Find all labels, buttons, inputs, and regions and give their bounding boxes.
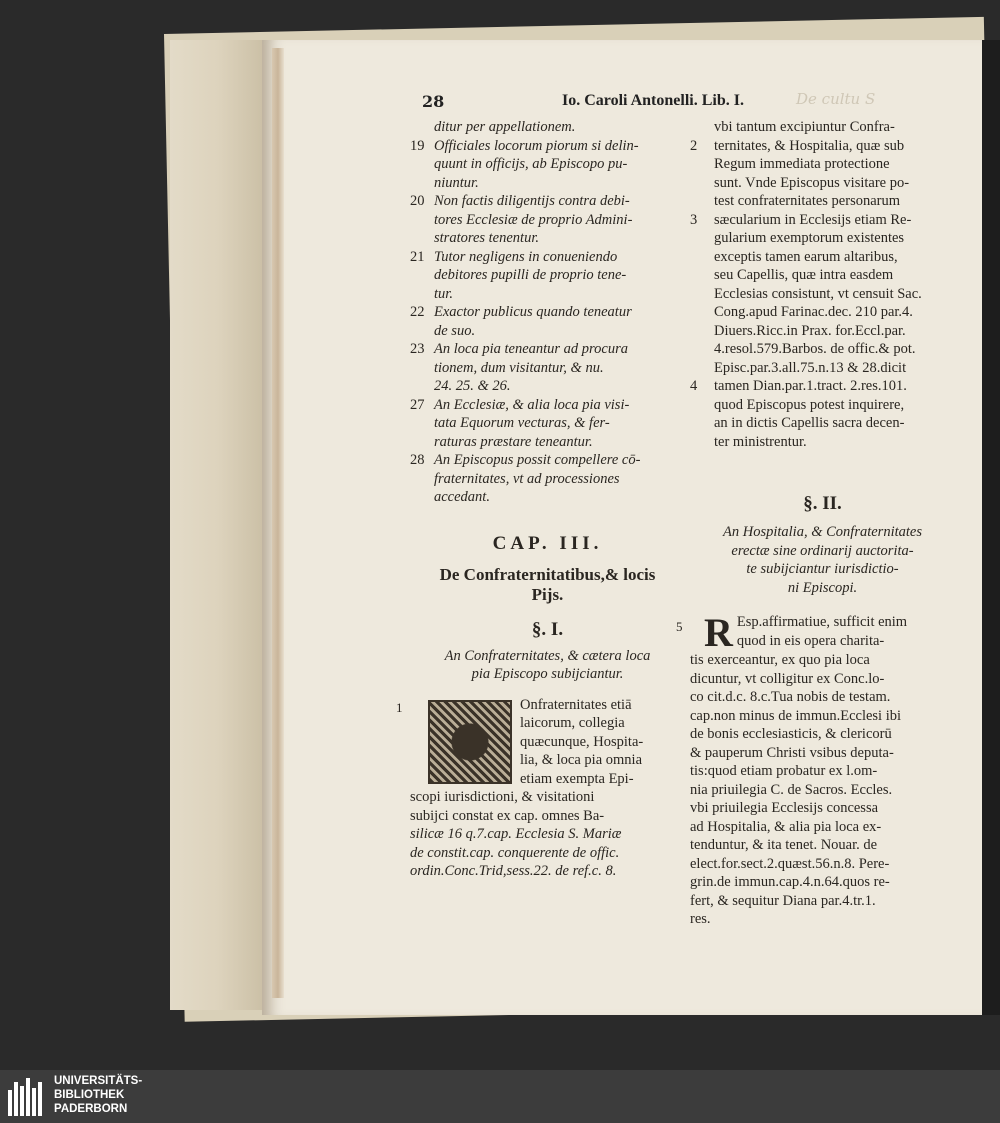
text-line [410,285,685,304]
line-text: An Ecclesiæ, & alia loca pia visi- [434,396,630,413]
chapter-subtitle-line: De Confraternitatibus,& locis [439,564,656,584]
text-line [410,359,685,378]
line-text: 4.resol.579.Barbos. de offic.& pot. [714,341,916,357]
library-name-line: UNIVERSITÄTS- [54,1075,143,1087]
drop-cap-r: R [704,610,733,655]
line-text: laicorum, collegia [520,715,625,731]
line-text: tamen Dian.par.1.tract. 2.res.101. [714,378,907,394]
chapter-title: CAP. III. [492,532,603,554]
line-text: erectæ sine ordinarij auctorita- [731,542,914,559]
line-text: tis:quod etiam probatur ex l.om- [690,763,878,779]
line-text: Regum immediata protectione [714,156,890,172]
text-line [690,651,955,670]
bleed-through-text: De cultu S [796,90,876,108]
text-line [690,873,955,892]
line-text: ad Hospitalia, & alia pia loca ex- [690,818,882,835]
text-line [410,433,685,452]
text-line [410,414,685,433]
line-text: tionem, dum visitantur, & nu. [434,359,604,376]
line-text: tores Ecclesiæ de proprio Admini- [434,211,633,228]
line-text: Onfraternitates etiā [520,696,632,713]
text-line [690,359,955,378]
text-line [410,470,685,489]
section-heading: §. II. [803,493,842,514]
text-line [690,523,955,542]
text-line [520,733,685,752]
text-line [410,844,685,863]
line-number: 28 [410,452,425,468]
text-line [690,285,955,304]
library-footer [0,1070,1000,1123]
gutter [272,48,284,998]
line-text: Esp.affirmatiue, sufficit enim [736,614,908,630]
text-line [690,118,955,137]
text-line [410,229,685,248]
line-text: an in dictis Capellis sacra decen- [714,415,905,431]
line-text: An Episcopus possit compellere cō- [434,452,641,468]
text-line [690,762,955,781]
text-line [690,818,955,837]
page-number: 28 [422,92,445,111]
line-text: Non factis diligentijs contra debi- [434,193,630,209]
line-text: etiam exempta Epi- [520,770,634,787]
line-text: niuntur. [434,174,479,191]
line-text: quunt in officijs, ab Episcopo pu- [434,156,628,172]
line-text: grin.de immun.cap.4.n.64.quos re- [690,874,890,890]
line-text: quod Episcopus potest inquirere, [714,396,905,413]
line-number: 23 [410,341,425,357]
line-number: 22 [410,304,425,320]
line-text: Cong.apud Farinac.dec. 210 par.4. [714,304,913,320]
line-text: ditur per appellationem. [434,119,576,135]
line-text: lia, & loca pia omnia [520,752,643,768]
line-text: tur. [434,285,453,302]
paragraph-lines [410,788,685,881]
line-text: de constit.cap. conquerente de offic. [410,844,620,861]
text-line [690,266,955,285]
text-line [690,229,955,248]
section-question: pia Episcopo subijciantur. [471,666,624,682]
line-text: vbi priuilegia Ecclesijs concessa [690,800,879,816]
line-text: Diuers.Ricc.in Prax. for.Eccl.par. [714,322,906,339]
text-line [690,910,955,929]
line-text: Exactor publicus quando teneatur [434,304,632,320]
text-line [410,303,685,322]
text-line [690,744,955,763]
line-text: stratores tenentur. [434,230,539,246]
text-line [690,542,955,561]
line-text: fert, & sequitur Diana par.4.tr.1. [690,892,876,909]
text-line [410,825,685,844]
text-line [737,613,955,632]
line-text: Officiales locorum piorum si delin- [434,137,639,154]
line-text: 24. 25. & 26. [434,378,511,394]
next-page-edge [982,40,1000,1015]
text-line [410,807,685,826]
text-line [690,414,955,433]
text-line [690,192,955,211]
running-title: Io. Caroli Antonelli. Lib. I. [562,92,744,109]
text-line [690,137,955,156]
line-text: quæcunque, Hospita- [520,733,644,750]
text-line [690,396,955,415]
text-line [410,862,685,881]
line-text: An loca pia teneantur ad procura [434,341,628,357]
body-paragraph [396,696,685,881]
text-line [690,560,955,579]
text-line [690,433,955,452]
line-text: res. [690,911,711,927]
text-line [520,751,685,770]
line-text: test confraternitates personarum [714,193,901,209]
text-line [690,707,955,726]
text-line [690,781,955,800]
text-line [690,303,955,322]
line-text: fraternitates, vt ad processiones [434,470,620,487]
body-paragraph [676,610,955,929]
line-text: dicuntur, vt colligitur ex Conc.lo- [690,670,885,687]
line-text: Ecclesias consistunt, vt censuit Sac. [714,285,922,302]
text-line [737,632,955,651]
line-text: An Hospitalia, & Confraternitates [723,524,922,540]
section-question: An Confraternitates, & cætera loca [444,647,651,664]
line-text: raturas præstare teneantur. [434,433,593,450]
line-text: co cit.d.c. 8.c.Tua nobis de testam. [690,689,891,705]
text-line [690,155,955,174]
line-text: Tutor negligens in conueniendo [434,248,618,265]
line-text: vbi tantum excipiuntur Confra- [714,119,895,135]
text-line [410,488,685,507]
text-line [410,155,685,174]
line-text: Episc.par.3.all.75.n.13 & 28.dicit [714,359,907,376]
text-line [520,696,685,715]
text-line [410,377,685,396]
line-text: tata Equorum vecturas, & fer- [434,415,610,431]
text-line [690,248,955,267]
ornamental-initial-c [428,700,512,784]
line-number: 3 [690,211,698,228]
text-line [690,855,955,874]
line-text: tenduntur, & ita tenet. Nouar. de [690,837,878,853]
line-text: exceptis tamen earum altaribus, [714,248,898,265]
text-line [690,836,955,855]
line-text: & pauperum Christi vsibus deputa- [690,744,894,761]
text-line [690,340,955,359]
paragraph-lines [690,651,955,929]
text-line [410,137,685,156]
line-text: gularium exemptorum existentes [714,230,905,246]
text-line [690,322,955,341]
line-text: ni Episcopi. [787,579,858,596]
text-line [690,799,955,818]
chapter-subtitle-line: Pijs. [531,584,564,604]
line-text: silicæ 16 q.7.cap. Ecclesia S. Mariæ [410,826,622,842]
text-line [690,174,955,193]
line-text: sunt. Vnde Episcopus visitare po- [714,174,910,191]
text-line [410,211,685,230]
text-line [410,322,685,341]
line-text: ordin.Conc.Trid,sess.22. de ref.c. 8. [410,863,617,879]
library-name [54,1074,142,1116]
line-text: ter ministrentur. [714,433,807,450]
line-text: quod in eis opera charita- [736,632,885,649]
line-text: elect.for.sect.2.quæst.56.n.8. Pere- [690,855,890,872]
line-text: te subijciantur iurisdictio- [746,561,899,577]
line-number: 21 [410,248,425,265]
line-text: nia priuilegia C. de Sacros. Eccles. [690,781,893,798]
line-text: debitores pupilli de proprio tene- [434,267,627,283]
margin-number: 5 [676,619,683,634]
text-line [410,788,685,807]
line-number: 19 [410,137,425,154]
margin-number: 1 [396,699,403,715]
text-line [410,396,685,415]
line-text: sæcularium in Ecclesijs etiam Re- [714,211,912,228]
line-text: accedant. [434,489,490,505]
text-line [410,340,685,359]
text-line [690,892,955,911]
text-line [520,714,685,733]
text-line [520,770,685,789]
line-text: de suo. [434,322,476,339]
line-text: tis exerceantur, ex quo pia loca [690,652,870,668]
library-name-line: PADERBORN [54,1103,128,1115]
text-line [410,192,685,211]
text-line [410,248,685,267]
text-line [690,377,955,396]
line-text: scopi iurisdictioni, & visitationi [410,789,595,805]
section-heading: §. I. [531,618,564,640]
right-column [676,118,955,929]
line-text: seu Capellis, quæ intra easdem [714,267,894,283]
text-line [410,174,685,193]
text-line [690,211,955,230]
summary-list [410,118,685,507]
text-line [410,266,685,285]
text-line [690,670,955,689]
line-number: 4 [690,378,698,394]
line-text: subijci constat ex cap. omnes Ba- [410,807,605,824]
line-number: 27 [410,396,425,413]
text-line [410,451,685,470]
text-lines [690,118,955,451]
text-line [690,725,955,744]
text-line [690,579,955,598]
line-text: cap.non minus de immun.Ecclesi ibi [690,707,902,724]
chapter-subtitle [410,565,685,605]
line-number: 2 [690,137,698,154]
library-name-line: BIBLIOTHEK [54,1089,125,1101]
library-logo-icon [6,1076,46,1116]
line-text: de bonis ecclesiasticis, & clericorū [690,726,892,742]
line-number: 20 [410,193,425,209]
left-column [396,118,685,881]
text-line [690,688,955,707]
text-line [410,118,685,137]
line-text: ternitates, & Hospitalia, quæ sub [714,137,905,154]
section-question [690,523,955,597]
